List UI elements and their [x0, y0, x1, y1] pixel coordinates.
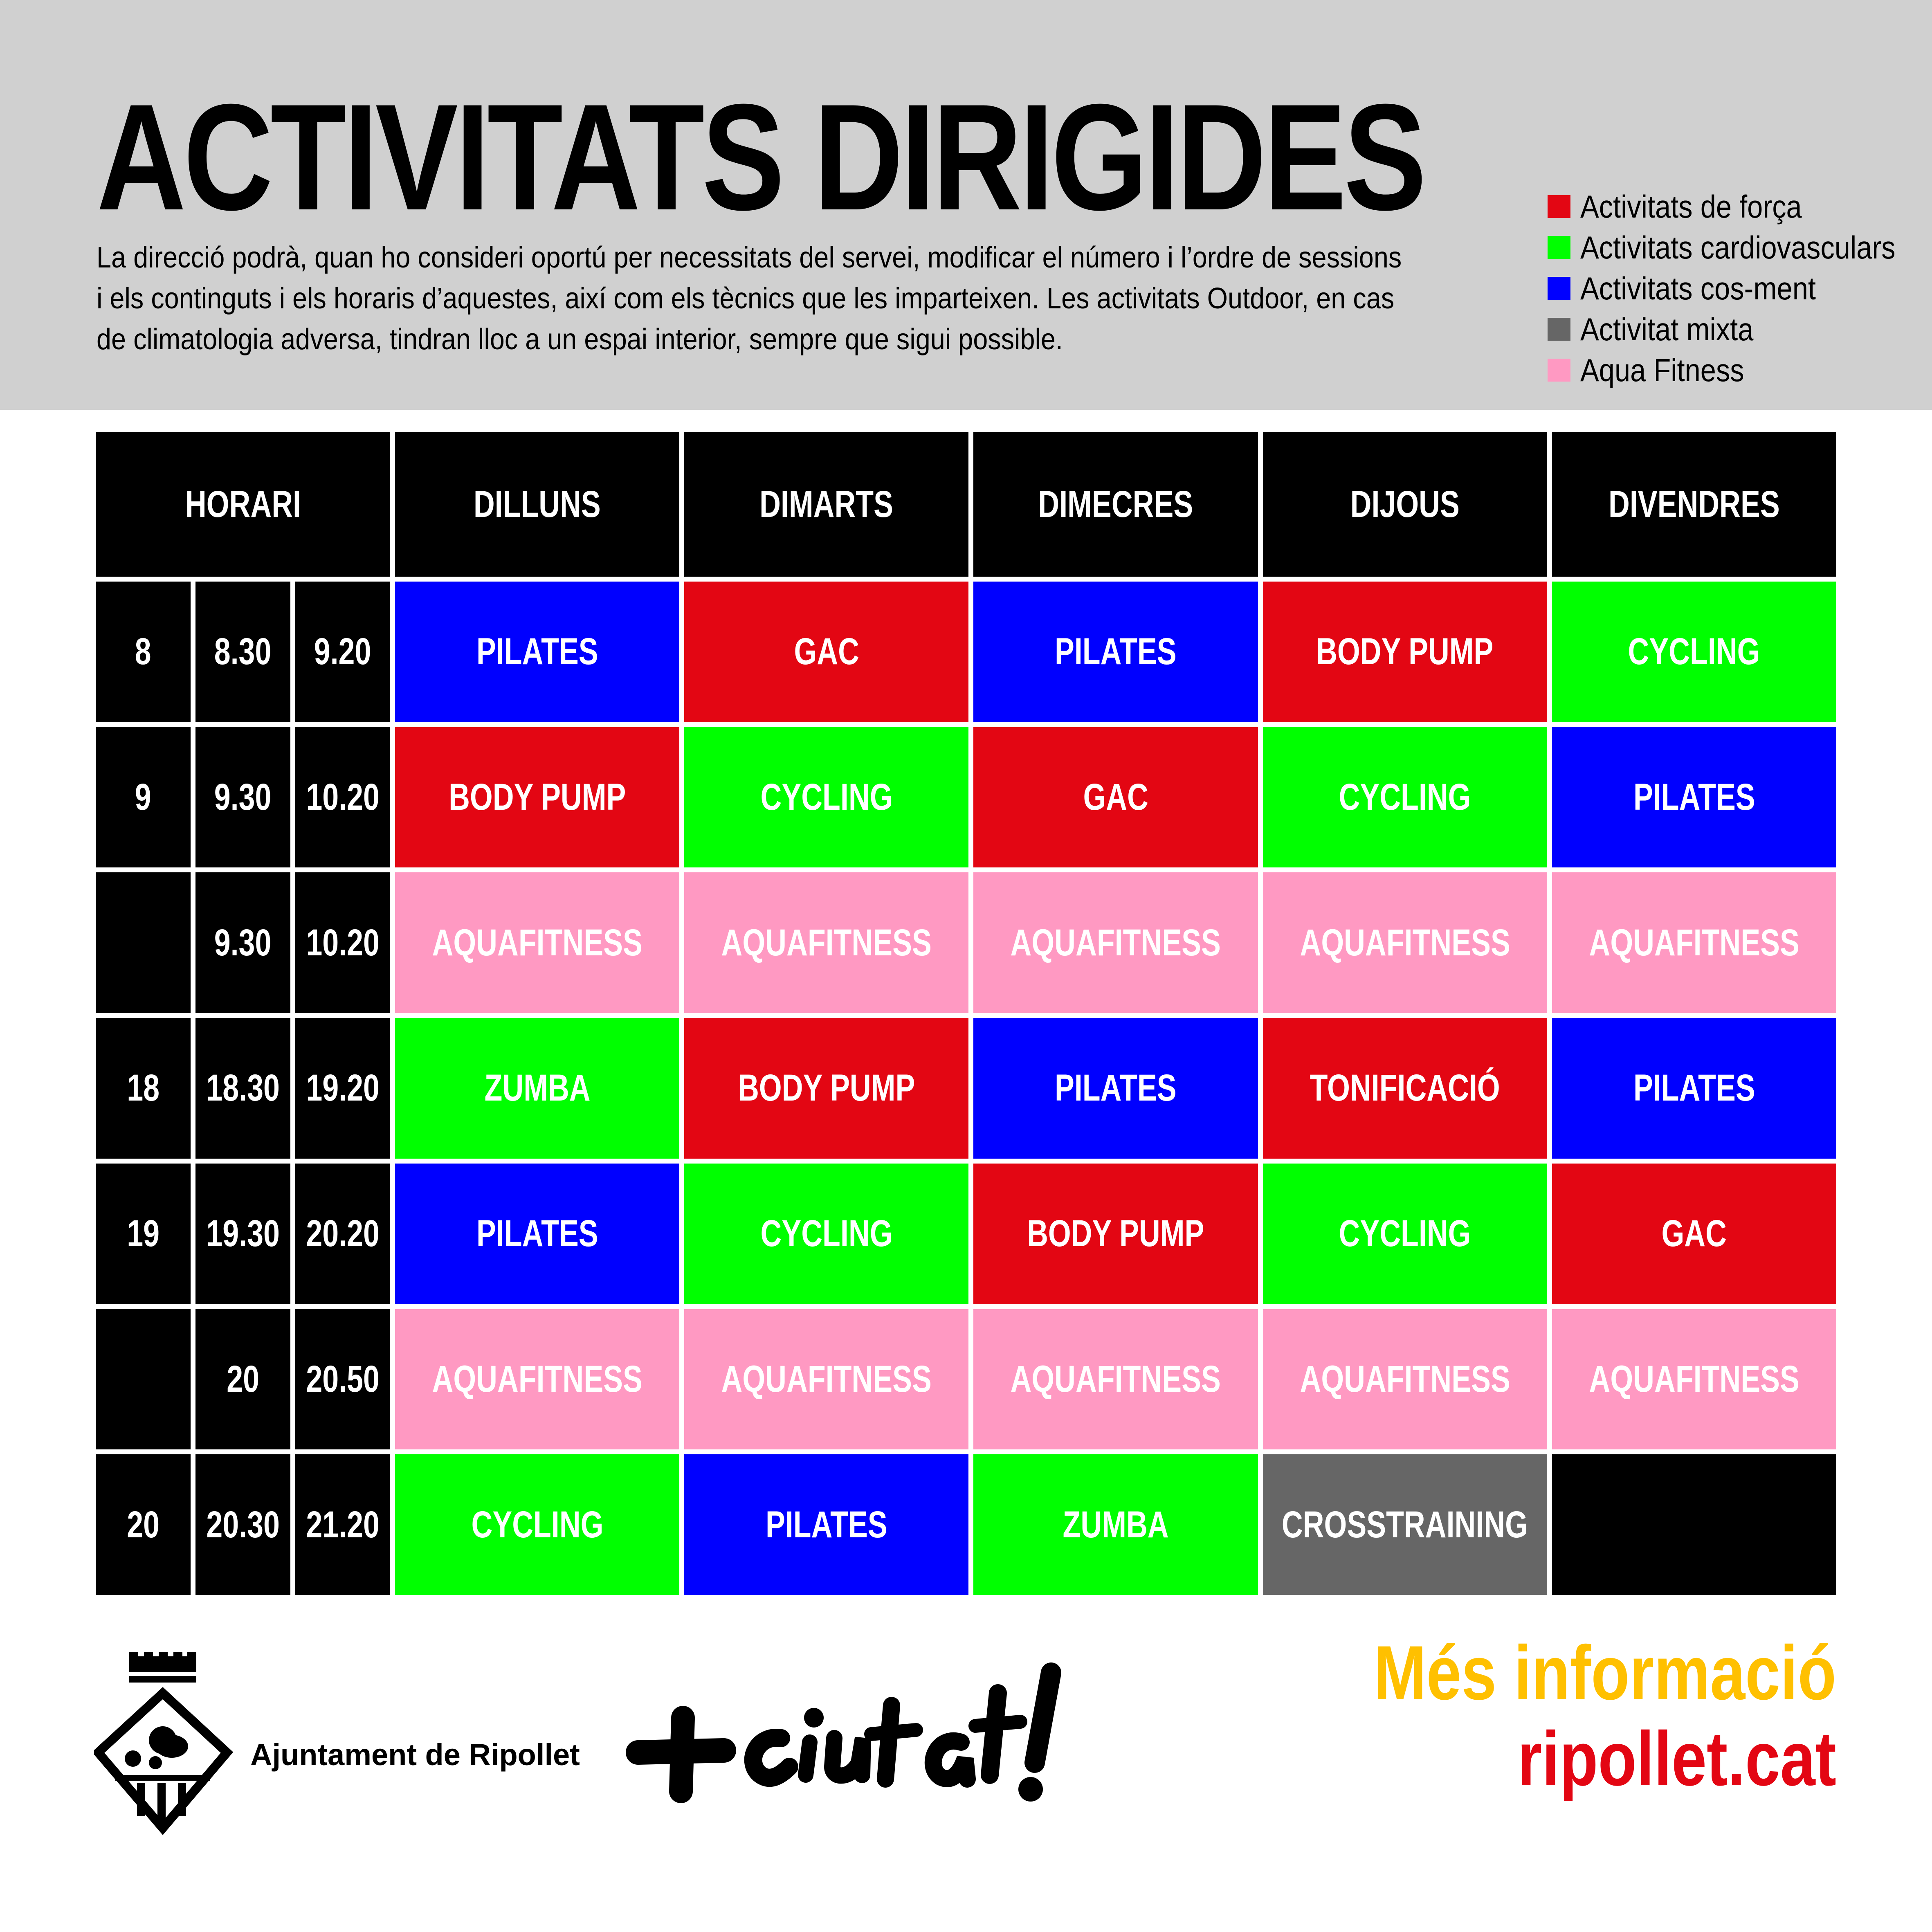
- end-time-cell: [295, 1018, 390, 1159]
- activity-cell: [684, 1164, 968, 1304]
- start-time-cell: [195, 1164, 290, 1304]
- activity-cell-text: PILATES: [1055, 1067, 1177, 1109]
- page-title: ACTIVITATS DIRIGIDES: [97, 73, 1424, 242]
- activity-cell-text: AQUAFITNESS: [1300, 1358, 1510, 1400]
- activity-cell: [395, 582, 679, 722]
- end-time-cell: [295, 872, 390, 1013]
- activity-cell: [1552, 1309, 1836, 1450]
- activity-cell: [973, 1164, 1258, 1304]
- end-time-cell-text: 9.20: [314, 631, 371, 673]
- end-time-cell: [295, 727, 390, 868]
- start-time-cell: [195, 1454, 290, 1595]
- hour-cell: [96, 872, 191, 1013]
- activity-cell: [1263, 1164, 1547, 1304]
- header-day: [1552, 432, 1836, 577]
- hour-cell-text: 20: [127, 1503, 160, 1546]
- end-time-cell-text: 20.20: [306, 1213, 380, 1255]
- activity-cell: [973, 1454, 1258, 1595]
- legend-swatch: [1548, 359, 1570, 382]
- intro-text: [97, 237, 1487, 360]
- activity-cell-text: CYCLING: [1339, 1213, 1471, 1255]
- activity-cell-text: PILATES: [1633, 1067, 1755, 1109]
- activity-cell: [973, 1018, 1258, 1159]
- header-day-text: DIMARTS: [759, 483, 894, 525]
- activity-cell: [973, 872, 1258, 1013]
- hour-cell-text: 19: [127, 1213, 160, 1255]
- activity-cell: [395, 1309, 679, 1450]
- activity-cell-text: PILATES: [476, 631, 598, 673]
- intro-line: de climatologia adversa, tindran lloc a un espai interior, sempre que sigui possible.: [97, 323, 1063, 356]
- activity-cell-text: AQUAFITNESS: [432, 1358, 643, 1400]
- header-day: [973, 432, 1258, 577]
- intro-line: La direcció podrà, quan ho consideri oportú per necessitats del servei, modificar el número i l’ordre de sessions: [97, 241, 1402, 274]
- legend-item: [1548, 350, 1932, 391]
- header-day-text: DIMECRES: [1038, 483, 1193, 525]
- hour-cell-text: 8: [135, 631, 151, 673]
- activity-cell: [1552, 1164, 1836, 1304]
- legend-swatch: [1548, 277, 1570, 300]
- activity-cell: [684, 872, 968, 1013]
- start-time-cell-text: 19.30: [206, 1213, 280, 1255]
- end-time-cell-text: 20.50: [306, 1358, 380, 1400]
- activity-cell-text: AQUAFITNESS: [1589, 1358, 1799, 1400]
- start-time-cell: [195, 727, 290, 868]
- activity-cell: [1263, 582, 1547, 722]
- activity-cell-text: BODY PUMP: [448, 776, 626, 818]
- start-time-cell: [195, 1018, 290, 1159]
- activity-cell-text: GAC: [1661, 1213, 1727, 1255]
- header-horari: [96, 432, 390, 577]
- activity-cell: [1263, 1018, 1547, 1159]
- legend: [1548, 186, 1932, 391]
- header-day: [684, 432, 968, 577]
- activity-cell-text: CYCLING: [760, 1213, 893, 1255]
- end-time-cell: [295, 1164, 390, 1304]
- activity-cell: [1552, 872, 1836, 1013]
- activity-cell: [684, 1018, 968, 1159]
- activity-cell: [973, 582, 1258, 722]
- activity-cell-text: BODY PUMP: [1316, 631, 1494, 673]
- activity-cell: [1552, 1454, 1836, 1595]
- start-time-cell: [195, 1309, 290, 1450]
- legend-item: [1548, 309, 1932, 350]
- legend-label: Activitat mixta: [1580, 311, 1754, 347]
- legend-label: Aqua Fitness: [1580, 352, 1744, 388]
- activity-cell-text: AQUAFITNESS: [1010, 921, 1221, 964]
- activity-cell: [1263, 872, 1547, 1013]
- start-time-cell-text: 9.30: [214, 776, 272, 818]
- schedule-table: [96, 432, 1836, 1595]
- activity-cell-text: CYCLING: [471, 1503, 604, 1546]
- activity-cell: [395, 1454, 679, 1595]
- legend-label: Activitats de força: [1580, 188, 1802, 225]
- activity-cell-text: BODY PUMP: [738, 1067, 915, 1109]
- shield-icon: [98, 1693, 227, 1828]
- activity-cell-text: PILATES: [765, 1503, 887, 1546]
- activity-cell: [1552, 727, 1836, 868]
- activity-cell-text: AQUAFITNESS: [721, 1358, 932, 1400]
- legend-swatch: [1548, 236, 1570, 259]
- activity-cell: [684, 727, 968, 868]
- start-time-cell-text: 8.30: [214, 631, 272, 673]
- hour-cell: [96, 1454, 191, 1595]
- ajuntament-name: Ajuntament de Ripollet: [250, 1738, 580, 1772]
- activity-cell-text: GAC: [794, 631, 859, 673]
- activity-cell: [684, 1454, 968, 1595]
- crown-icon: [129, 1652, 196, 1683]
- activity-cell-text: AQUAFITNESS: [721, 921, 932, 964]
- legend-label: Activitats cardiovasculars: [1580, 229, 1896, 265]
- legend-swatch: [1548, 195, 1570, 218]
- info-block: [1272, 1632, 1836, 1804]
- more-info-label: Més informació: [1374, 1630, 1836, 1716]
- header-band: [0, 0, 1932, 410]
- hour-cell-text: 9: [135, 776, 151, 818]
- hour-cell: [96, 1309, 191, 1450]
- legend-item: [1548, 268, 1932, 309]
- activity-cell: [395, 1018, 679, 1159]
- hour-cell: [96, 582, 191, 722]
- end-time-cell-text: 10.20: [306, 921, 380, 964]
- activity-cell-text: AQUAFITNESS: [432, 921, 643, 964]
- start-time-cell-text: 18.30: [206, 1067, 280, 1109]
- hour-cell: [96, 1164, 191, 1304]
- end-time-cell: [295, 1454, 390, 1595]
- activity-cell: [684, 582, 968, 722]
- end-time-cell-text: 19.20: [306, 1067, 380, 1109]
- header-day-text: DIJOUS: [1350, 483, 1460, 525]
- activity-cell-text: TONIFICACIÓ: [1310, 1067, 1500, 1109]
- activity-cell: [1263, 1309, 1547, 1450]
- activity-cell: [395, 1164, 679, 1304]
- activity-cell-text: PILATES: [1633, 776, 1755, 818]
- activity-cell-text: PILATES: [476, 1213, 598, 1255]
- activity-cell-text: AQUAFITNESS: [1300, 921, 1510, 964]
- start-time-cell-text: 9.30: [214, 921, 272, 964]
- hour-cell: [96, 727, 191, 868]
- website-link[interactable]: ripollet.cat: [1517, 1716, 1836, 1802]
- activity-cell-text: ZUMBA: [484, 1067, 591, 1109]
- header-day-text: DIVENDRES: [1609, 483, 1780, 525]
- activity-cell: [1552, 582, 1836, 722]
- activity-cell-text: CYCLING: [1339, 776, 1471, 818]
- ciutat-slogan-logo: [622, 1656, 1072, 1828]
- activity-cell: [684, 1309, 968, 1450]
- header-day-text: DILLUNS: [474, 483, 601, 525]
- header-horari-text: HORARI: [185, 483, 301, 525]
- end-time-cell-text: 21.20: [306, 1503, 380, 1546]
- activity-cell-text: BODY PUMP: [1027, 1213, 1204, 1255]
- start-time-cell-text: 20.30: [206, 1503, 280, 1546]
- activity-cell-text: ZUMBA: [1063, 1503, 1169, 1546]
- intro-line: i els continguts i els horaris d’aquestes, així com els tècnics que les imparteixen. Les activitats Outdoor, en cas: [97, 282, 1395, 315]
- activity-cell: [973, 1309, 1258, 1450]
- activity-cell: [395, 872, 679, 1013]
- hour-cell: [96, 1018, 191, 1159]
- end-time-cell: [295, 582, 390, 722]
- start-time-cell: [195, 582, 290, 722]
- header-day: [395, 432, 679, 577]
- activity-cell: [1552, 1018, 1836, 1159]
- activity-cell-text: CROSSTRAINING: [1282, 1503, 1528, 1546]
- activity-cell-text: CYCLING: [1628, 631, 1760, 673]
- activity-cell: [395, 727, 679, 868]
- activity-cell-text: PILATES: [1055, 631, 1177, 673]
- hour-cell-text: 18: [127, 1067, 160, 1109]
- end-time-cell: [295, 1309, 390, 1450]
- activity-cell: [1263, 1454, 1547, 1595]
- header-day: [1263, 432, 1547, 577]
- legend-item: [1548, 227, 1932, 268]
- activity-cell-text: AQUAFITNESS: [1589, 921, 1799, 964]
- legend-label: Activitats cos-ment: [1580, 270, 1816, 306]
- legend-swatch: [1548, 318, 1570, 341]
- start-time-cell-text: 20: [227, 1358, 259, 1400]
- activity-cell-text: CYCLING: [760, 776, 893, 818]
- activity-cell: [973, 727, 1258, 868]
- activity-cell-text: AQUAFITNESS: [1010, 1358, 1221, 1400]
- start-time-cell: [195, 872, 290, 1013]
- activity-cell-text: GAC: [1083, 776, 1148, 818]
- activity-cell: [1263, 727, 1547, 868]
- end-time-cell-text: 10.20: [306, 776, 380, 818]
- legend-item: [1548, 186, 1932, 227]
